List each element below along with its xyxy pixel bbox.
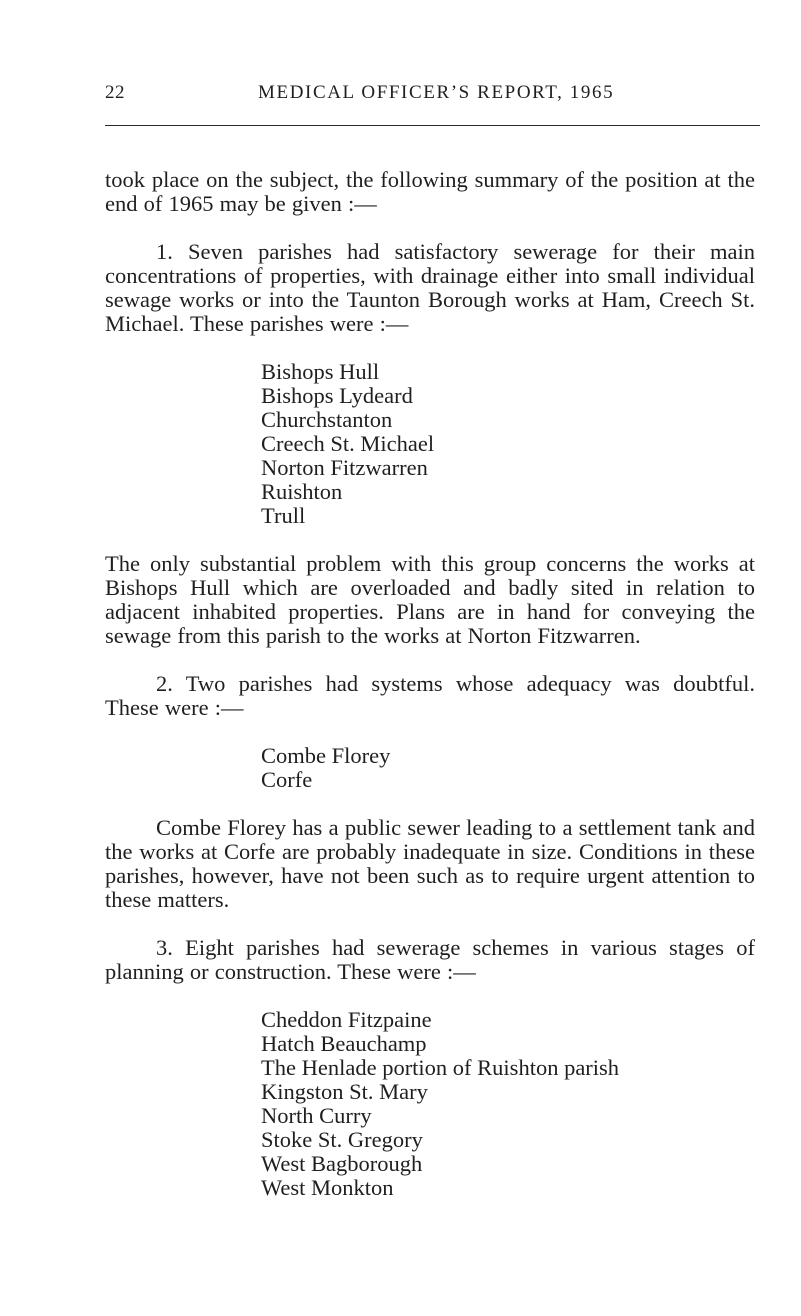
parish-list-item: Bishops Hull [261, 359, 380, 384]
parish-list-item: Ruishton [261, 479, 343, 504]
parish-list-item: Hatch Beauchamp [261, 1031, 427, 1056]
parish-list-item: Bishops Lydeard [261, 383, 413, 408]
page-header [105, 82, 760, 112]
parish-list-item: Stoke St. Gregory [261, 1127, 423, 1152]
section-3-parish-list [105, 1008, 755, 1200]
section-3-paragraph: 3. Eight parishes had sewerage schemes in various stages of planning or construction. These were :— [105, 935, 755, 984]
header-rule [105, 125, 760, 126]
parish-list-item: Corfe [261, 767, 313, 792]
parish-list-item: Creech St. Michael [261, 431, 435, 456]
parish-list-item: Kingston St. Mary [261, 1079, 428, 1104]
parish-list-item: Combe Florey [261, 743, 391, 768]
section-1-parish-list [105, 360, 755, 528]
parish-list-item: Trull [261, 503, 306, 528]
report-body [105, 168, 755, 1200]
section-2-paragraph: 2. Two parishes had systems whose adequacy was doubtful. These were :— [105, 671, 755, 720]
section-1-paragraph: 1. Seven parishes had satisfactory sewerage for their main concentrations of properties, with drainage either into small individual sewage works or into the Taunton Borough works at Ham, Creech St. Michael. These parishes were :— [105, 239, 755, 336]
parish-list-item: Norton Fitzwarren [261, 455, 428, 480]
parish-list-item: North Curry [261, 1103, 372, 1128]
intro-paragraph: took place on the subject, the following summary of the position at the end of 1965 may be given :— [105, 167, 755, 216]
parish-list-item: The Henlade portion of Ruishton parish [261, 1055, 620, 1080]
page-number: 22 [105, 82, 125, 103]
section-2-parish-list [105, 744, 755, 792]
section-2-note: Combe Florey has a public sewer leading to a settlement tank and the works at Corfe are probably inadequate in size. Conditions in these parishes, however, have not been such as to require urgent attention to these matters. [105, 815, 755, 912]
parish-list-item: West Monkton [261, 1175, 394, 1200]
parish-list-item: Churchstanton [261, 407, 393, 432]
parish-list-item: West Bagborough [261, 1151, 423, 1176]
parish-list-item: Cheddon Fitzpaine [261, 1007, 432, 1032]
section-1-note: The only substantial problem with this group concerns the works at Bishops Hull which are overloaded and badly sited in relation to adjacent inhabited properties. Plans are in hand for conveying the sewage from this parish to the works at Norton Fitzwarren. [105, 551, 755, 648]
running-head: MEDICAL OFFICER’S REPORT, 1965 [258, 82, 615, 103]
